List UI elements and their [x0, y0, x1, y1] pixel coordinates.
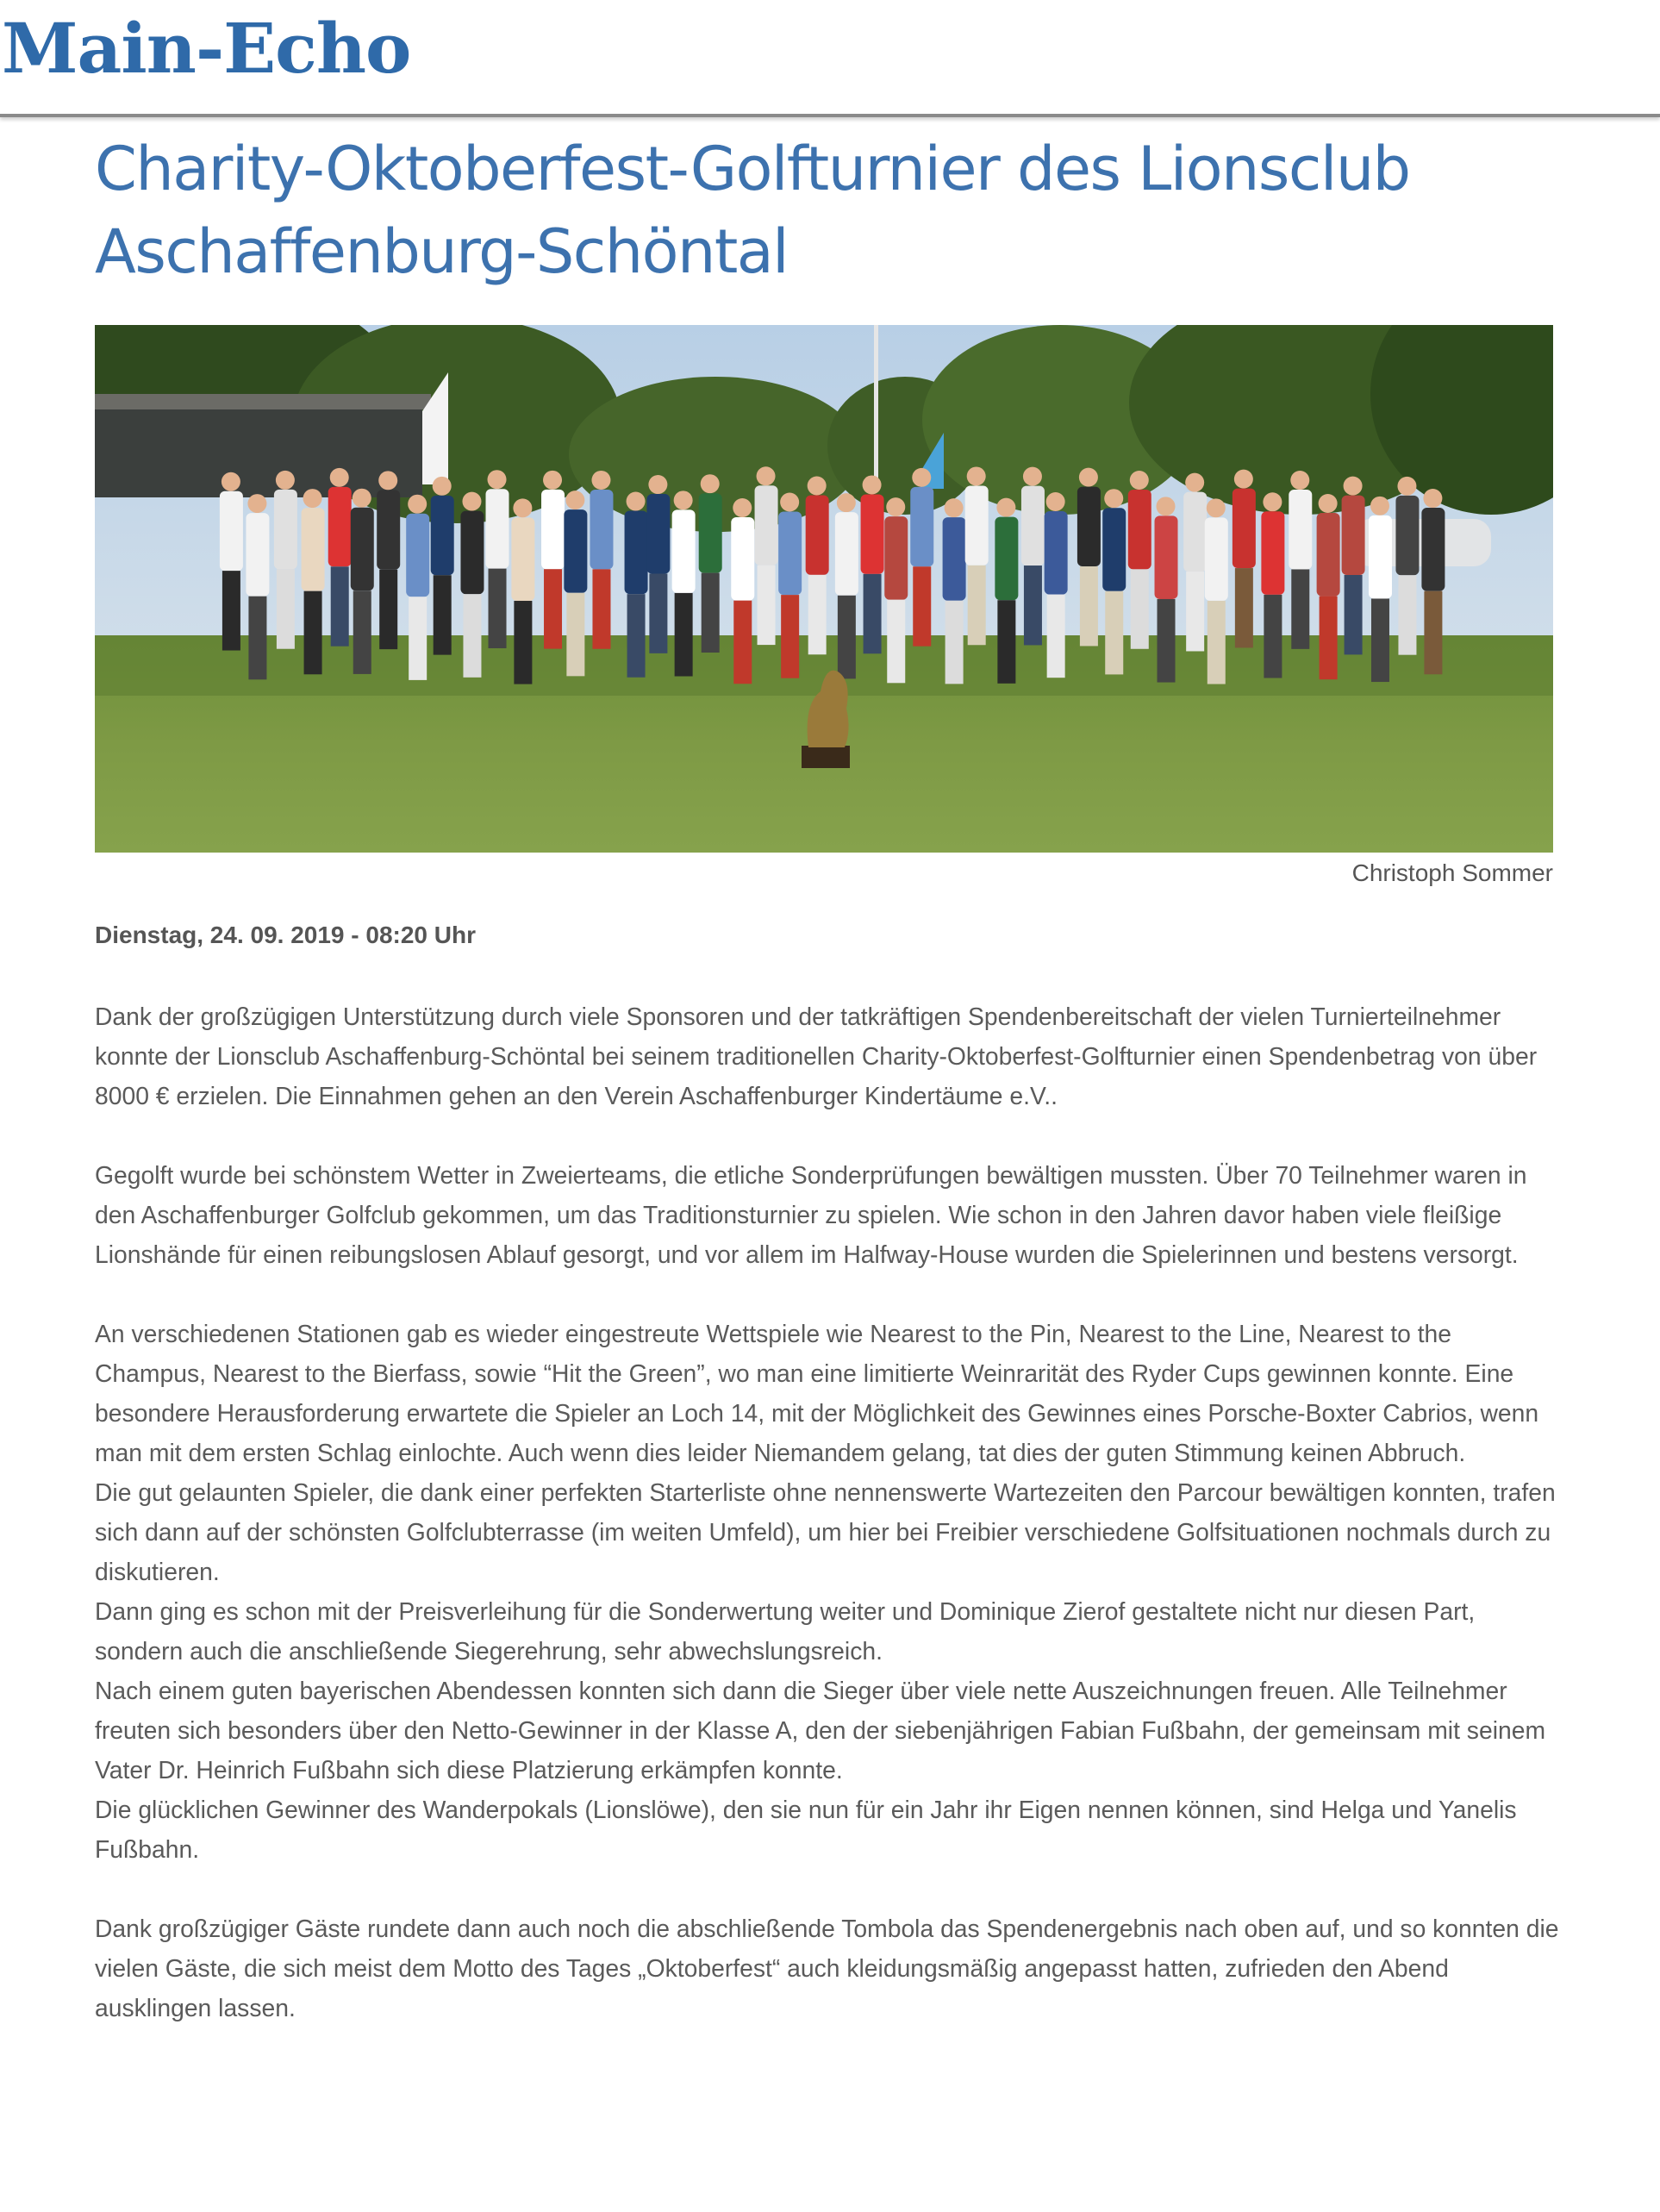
paragraph: Dank großzügiger Gäste rundete dann auch noch die abschließende Tombola das Spendenergebnis nach oben auf, und so konnten die vielen Gäste, die sich meist dem Motto des Tages „Oktoberfest“ auch kleidungsmäßig angepasst hatten, zufrieden den Abend ausklingen lassen.	[95, 1915, 1559, 2021]
photo-credit: Christoph Sommer	[1351, 859, 1553, 886]
paragraph: Dann ging es schon mit der Preisverleihung für die Sonderwertung weiter und Dominique Zierof gestaltete nicht nur diesen Part, sondern auch die anschließende Siegerehrung, sehr abwechslungsreich.	[95, 1597, 1476, 1665]
paragraph: Nach einem guten bayerischen Abendessen konnten sich dann die Sieger über viele nette Auszeichnungen freuen. Alle Teilnehmer freuten sich besonders über den Netto-Gewinner in der Klasse A, den der siebenjährigen Fabian Fußbahn, der gemeinsam mit seinem Vater Dr. Heinrich Fußbahn sich diese Platzierung erkämpfen konnte.	[95, 1677, 1546, 1784]
article-photo[interactable]	[95, 325, 1553, 853]
paragraph: Die gut gelaunten Spieler, die dank einer perfekten Starterliste ohne nennenswerte Wartezeiten den Parcour bewältigen konnten, trafen sich dann auf der schönsten Golfclubterrasse (im weiten Umfeld), um hier bei Freibier verschiedene Golfsituationen nochmals durch zu diskutieren.	[95, 1478, 1556, 1585]
article-title: Charity-Oktoberfest-Golfturnier des Lionsclub Aschaffenburg-Schöntal	[95, 134, 1410, 287]
clubhouse	[95, 403, 422, 497]
paragraph: Die glücklichen Gewinner des Wanderpokals (Lionslöwe), den sie nun für ein Jahr ihr Eigen nennen können, sind Helga und Yanelis Fußbahn.	[95, 1796, 1517, 1863]
article-body	[95, 997, 1560, 2067]
site-logo[interactable]: Main-Echo	[2, 8, 411, 89]
article-date: Dienstag, 24. 09. 2019 - 08:20 Uhr	[95, 922, 476, 948]
paragraph: An verschiedenen Stationen gab es wieder eingestreute Wettspiele wie Nearest to the Pin, Nearest to the Line, Nearest to the Champus, Nearest to the Bierfass, sowie “Hit the Green”, wo man eine limitierte Weinrarität des Ryder Cups gewinnen konnte. Eine besondere Herausforderung erwartete die Spieler an Loch 14, mit der Möglichkeit des Gewinnes eines Porsche-Boxter Cabrios, wenn man mit dem ersten Schlag einlochte. Auch wenn dies leider Niemandem gelang, tat dies der guten Stimmung keinen Abbruch.	[95, 1320, 1539, 1466]
site-header	[0, 0, 1660, 117]
paragraph: Dank der großzügigen Unterstützung durch viele Sponsoren und der tatkräftigen Spendenbereitschaft der vielen Turnierteilnehmer konnte der Lionsclub Aschaffenburg-Schöntal bei seinem traditionellen Charity-Oktoberfest-Golfturnier einen Spendenbetrag von über 8000 € erzielen. Die Einnahmen gehen an den Verein Aschaffenburger Kindertäume e.V..	[95, 1003, 1538, 1109]
paragraph: Gegolft wurde bei schönstem Wetter in Zweierteams, die etliche Sonderprüfungen bewältigen mussten. Über 70 Teilnehmer waren in den Aschaffenburger Golfclub gekommen, um das Traditionsturnier zu spielen. Wie schon in den Jahren davor haben viele fleißige Lionshände für einen reibungslosen Ablauf gesorgt, und vor allem im Halfway-House wurden die Spielerinnen und bestens versorgt.	[95, 1161, 1527, 1268]
